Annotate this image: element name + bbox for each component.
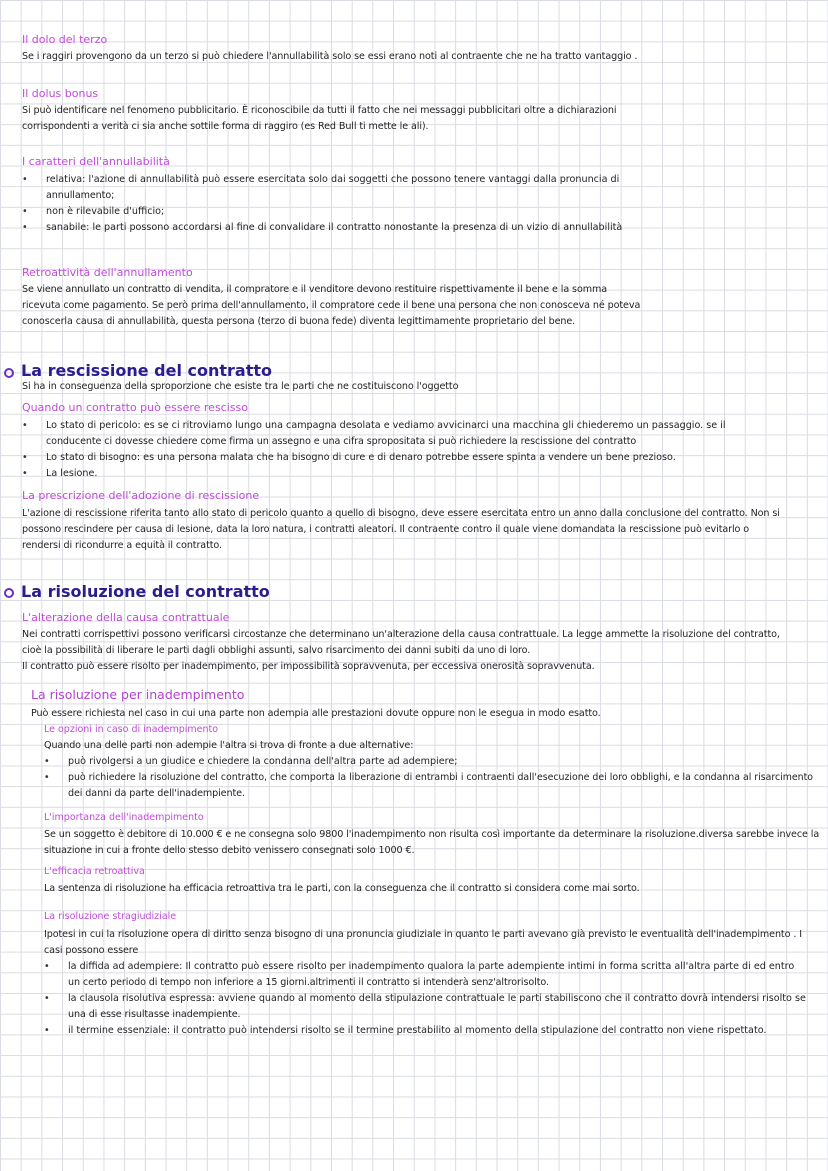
- paragraph: La sentenza di risoluzione ha efficacia retroattiva tra le parti, con la conseguenza che il contratto si considera come mai sorto.: [44, 883, 640, 894]
- section-title-quando: Quando un contratto può essere rescisso: [22, 401, 248, 414]
- list-item: • la diffida ad adempiere: Il contratto può essere risolto per inadempimento qualora la parte adempiente intimi in forma scritta all'altra parte di ed entro: [68, 959, 794, 974]
- paragraph-line: Si può identificare nel fenomeno pubblicitario. È riconoscibile da tutti il fatto che nei messaggi pubblicitari oltre a dichiarazioni: [22, 105, 617, 116]
- section-title-inadempimento: La risoluzione per inadempimento: [31, 687, 245, 702]
- section-title-caratteri: I caratteri dell'annullabilità: [22, 155, 170, 168]
- paragraph-line: Se viene annullato un contratto di vendita, il compratore e il venditore devono restituire rispettivamente il bene e la somma: [22, 284, 607, 295]
- main-title-rescissione: La rescissione del contratto: [21, 361, 272, 380]
- bullet-ring-icon: [4, 588, 14, 598]
- bullet-ring-icon: [4, 368, 14, 378]
- paragraph-line: rendersi di ricondurre a equità il contratto.: [22, 540, 222, 551]
- list-item: • Lo stato di pericolo: es se ci ritroviamo lungo una campagna desolata e vediamo avvicinarci una macchina gli chiederemo un passaggio. se il: [46, 418, 726, 433]
- section-title-stragiudiziale: La risoluzione stragiudiziale: [44, 911, 177, 922]
- list-item-continuation: una di esse risultasse inadempiente.: [68, 1009, 241, 1020]
- list-item: • la clausola risolutiva espressa: avviene quando al momento della stipulazione contrattuale le parti stabiliscono che il contratto dovrà intendersi risolto se: [68, 991, 806, 1006]
- list-item-continuation: annullamento;: [46, 190, 115, 201]
- list-item: • può rivolgersi a un giudice e chiedere la condanna dell'altra parte ad adempiere;: [68, 754, 457, 769]
- paragraph-line: situazione in cui a fronte dello stesso debito venissero consegnati solo 1000 €.: [44, 845, 415, 856]
- paragraph-line: conoscerla causa di annullabilità, questa persona (terzo di buona fede) diventa legittimamente proprietario del bene.: [22, 316, 576, 327]
- paragraph-line: cioè la possibilità di liberare le parti dagli obblighi assunti, salvo risarcimento dei danni subiti da uno di loro.: [22, 645, 531, 656]
- paragraph-line: casi possono essere: [44, 945, 139, 956]
- list-item-continuation: conducente ci dovesse chiedere come firma un assegno e una cifra spropositata si può richiedere la rescissione del contratto: [46, 436, 637, 447]
- list-item: • il termine essenziale: il contratto può intendersi risolto se il termine prestabilito al momento della stipulazione del contratto non viene rispettato.: [68, 1023, 766, 1038]
- list-item-continuation: dei danni da parte dell'inadempiente.: [68, 788, 245, 799]
- main-title-risoluzione: La risoluzione del contratto: [21, 582, 270, 601]
- list-item-continuation: un certo periodo di tempo non inferiore a 15 giorni.altrimenti il contratto si intenderà senz'altrorisolto.: [68, 977, 549, 988]
- paragraph-line: corrispondenti a verità ci sia anche sottile forma di raggiro (es Red Bull ti mette le ali).: [22, 121, 429, 132]
- paragraph-line: possono rescindere per causa di lesione, data la loro natura, i contratti aleatori. Il contraente contro il quale viene domandata la rescissione può evitarlo o: [22, 524, 750, 535]
- paragraph-line: Il contratto può essere risolto per inadempimento, per impossibilità sopravvenuta, per eccessiva onerosità sopravvenuta.: [22, 661, 595, 672]
- section-title-alterazione: L'alterazione della causa contrattuale: [22, 611, 230, 624]
- list-item: • può richiedere la risoluzione del contratto, che comporta la liberazione di entrambi i contraenti dall'esecuzione dei loro obblighi, e la condanna al risarcimento: [68, 770, 813, 785]
- section-title-dolo-terzo: Il dolo del terzo: [22, 33, 108, 46]
- list-item: • sanabile: le parti possono accordarsi al fine di convalidare il contratto nonostante la presenza di un vizio di annullabilità: [46, 220, 622, 235]
- list-item: • Lo stato di bisogno: es una persona malata che ha bisogno di cure e di denaro potrebbe essere spinta a vendere un bene prezioso.: [46, 450, 676, 465]
- section-title-dolus-bonus: Il dolus bonus: [22, 87, 99, 100]
- paragraph: Può essere richiesta nel caso in cui una parte non adempia alle prestazioni dovute oppure non le esegua in modo esatto.: [31, 708, 601, 719]
- list-item: • non è rilevabile d'ufficio;: [46, 204, 164, 219]
- paragraph-line: ricevuta come pagamento. Se però prima dell'annullamento, il compratore cede il bene una persona che non conosceva né poteva: [22, 300, 641, 311]
- paragraph-line: Nei contratti corrispettivi possono verificarsi circostanze che determinano un'alterazione della causa contrattuale. La legge ammette la risoluzione del contratto,: [22, 629, 780, 640]
- paragraph: Si ha in conseguenza della sproporzione che esiste tra le parti che ne costituiscono l'oggetto: [22, 381, 459, 392]
- paragraph: Se i raggiri provengono da un terzo si può chiedere l'annullabilità solo se essi erano noti al contraente che ne ha tratto vantaggio .: [22, 51, 638, 62]
- paragraph-line: Ipotesi in cui la risoluzione opera di diritto senza bisogno di una pronuncia giudiziale in quanto le parti avevano già previsto le eventualità dell'inadempimento . I: [44, 929, 802, 940]
- paragraph: Quando una delle parti non adempie l'altra si trova di fronte a due alternative:: [44, 740, 414, 751]
- paragraph-line: Se un soggetto è debitore di 10.000 € e ne consegna solo 9800 l'inadempimento non risulta così importante da determinare la risoluzione.diversa sarebbe invece la: [44, 829, 820, 840]
- list-item: • relativa: l'azione di annullabilità può essere esercitata solo dai soggetti che possono tenere vantaggi dalla pronuncia di: [46, 172, 619, 187]
- section-title-retroattivita: Retroattività dell'annullamento: [22, 266, 193, 279]
- section-title-importanza: L'importanza dell'inadempimento: [44, 812, 204, 823]
- paragraph-line: L'azione di rescissione riferita tanto allo stato di pericolo quanto a quello di bisogno, deve essere esercitata entro un anno dalla conclusione del contratto. Non si: [22, 508, 780, 519]
- section-title-opzioni: Le opzioni in caso di inadempimento: [44, 724, 219, 735]
- list-item: • La lesione.: [46, 466, 97, 481]
- section-title-efficacia: L'efficacia retroattiva: [44, 866, 145, 877]
- section-title-prescrizione: La prescrizione dell'adozione di rescissione: [22, 489, 260, 502]
